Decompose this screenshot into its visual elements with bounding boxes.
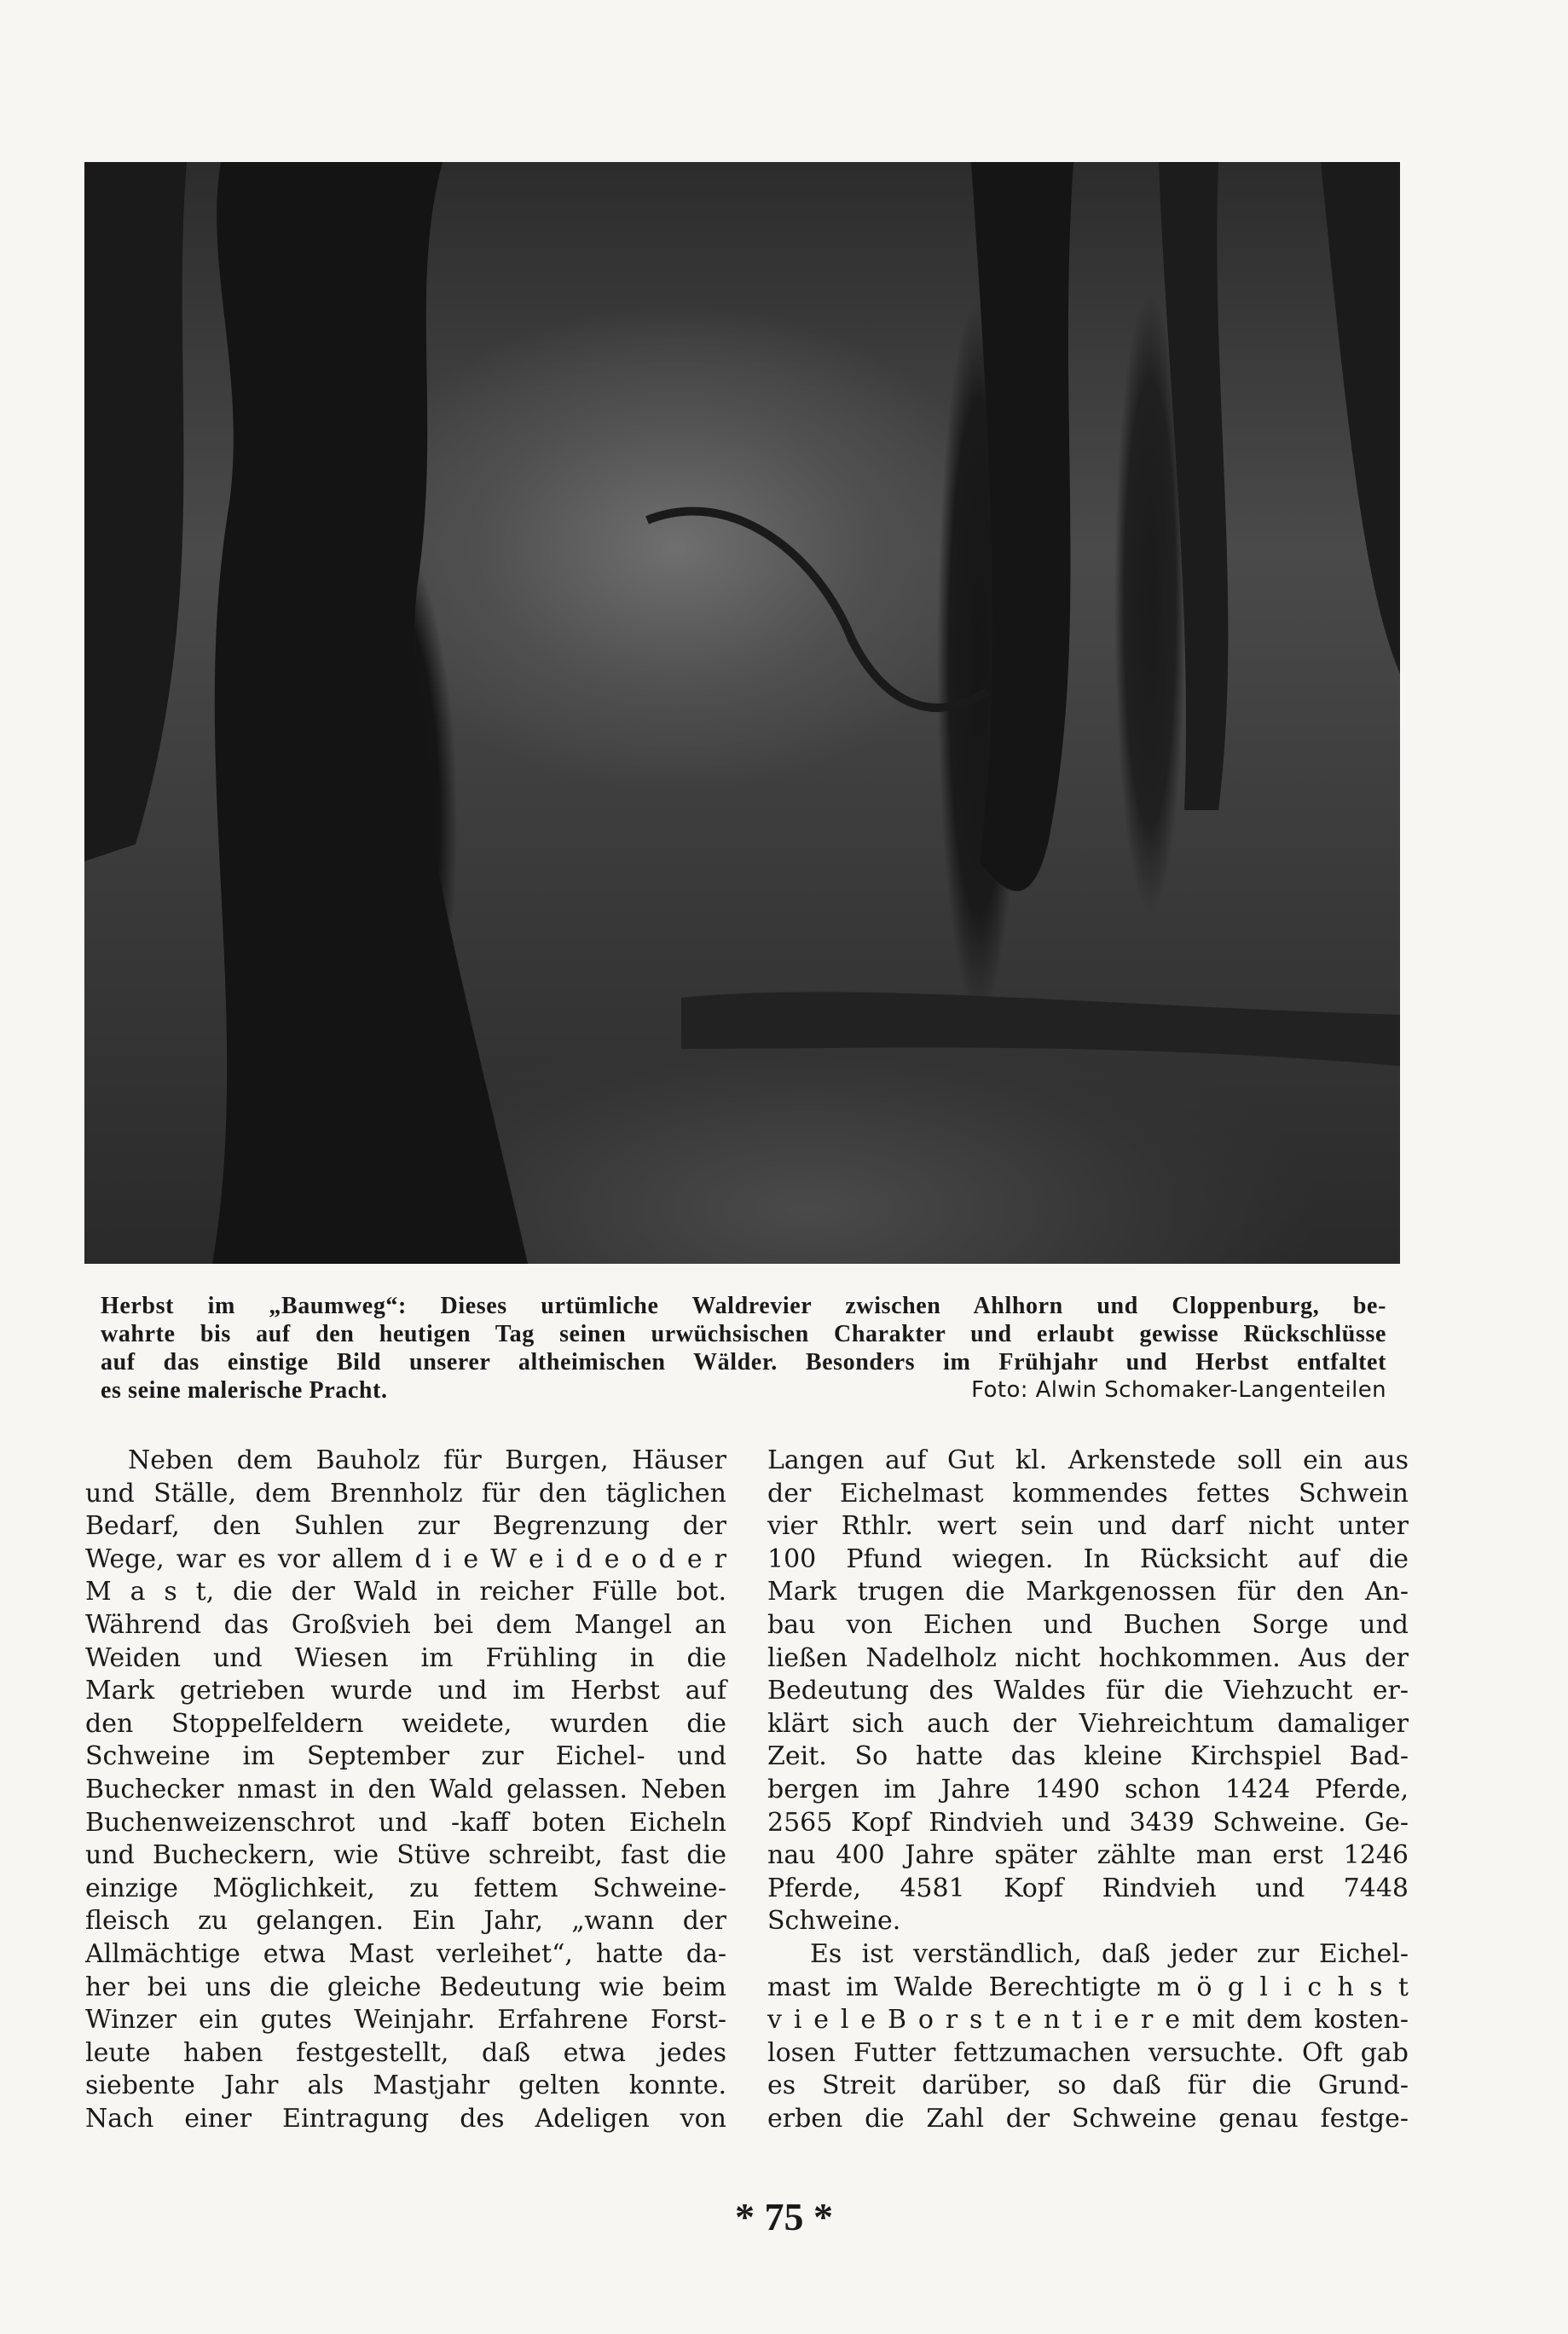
text-line: mast im Walde Berechtigte m ö g l i c h s t: [767, 1972, 1409, 2002]
text-line: v i e l e B o r s t e n t i e r e mit dem kosten-: [767, 2005, 1409, 2036]
caption-line: wahrte bis auf den heutigen Tag seinen urwüchsischen Charakter und erlaubt gewisse Rückschlüsse: [101, 1321, 1386, 1347]
caption-line: Herbst im „Baumweg“: Dieses urtümliche Waldrevier zwischen Ahlhorn und Cloppenburg, be-: [101, 1293, 1386, 1319]
text-line: vier Rthlr. wert sein und darf nicht unter: [767, 1511, 1409, 1542]
caption-line: es seine malerische Pracht.: [101, 1377, 388, 1404]
text-line: Nach einer Eintragung des Adeligen von: [85, 2103, 726, 2134]
photo-caption: [101, 1292, 1386, 1404]
text-line: Es ist verständlich, daß jeder zur Eichel-: [810, 1938, 1409, 1969]
page-number: * 75 *: [735, 2195, 833, 2238]
text-line: Buchecker nmast in den Wald gelassen. Neben: [85, 1774, 726, 1804]
text-line: einzige Möglichkeit, zu fettem Schweine-: [85, 1873, 726, 1903]
text-line: siebente Jahr als Mastjahr gelten konnte.: [85, 2070, 726, 2101]
text-line: Winzer ein gutes Weinjahr. Erfahrene Forst-: [85, 2005, 726, 2036]
caption-line: auf das einstige Bild unserer altheimischen Wälder. Besonders im Frühjahr und Herbst entfaltet: [101, 1349, 1386, 1375]
text-line: und Ställe, dem Brennholz für den täglichen: [85, 1478, 726, 1509]
tree-silhouettes: [84, 162, 1400, 1264]
text-line: Neben dem Bauholz für Burgen, Häuser: [128, 1445, 726, 1475]
text-line: her bei uns die gleiche Bedeutung wie beim: [85, 1972, 726, 2002]
text-line: Allmächtige etwa Mast verleihet“, hatte da-: [85, 1938, 726, 1969]
forest-photo: [84, 162, 1400, 1264]
text-line: den Stoppelfeldern weidete, wurden die: [85, 1708, 726, 1739]
photo-credit: Foto: Alwin Schomaker-Langenteilen: [971, 1377, 1386, 1403]
text-line: Schweine.: [767, 1906, 901, 1937]
text-line: Weiden und Wiesen im Frühling in die: [85, 1642, 726, 1673]
text-line: 2565 Kopf Rindvieh und 3439 Schweine. Ge-: [767, 1807, 1409, 1838]
text-line: Mark getrieben wurde und im Herbst auf: [85, 1676, 726, 1706]
text-line: Pferde, 4581 Kopf Rindvieh und 7448: [767, 1873, 1409, 1903]
text-line: fleisch zu gelangen. Ein Jahr, „wann der: [85, 1906, 726, 1937]
text-line: Mark trugen die Markgenossen für den An-: [767, 1577, 1409, 1607]
text-line: losen Futter fettzumachen versuchte. Oft gab: [767, 2037, 1409, 2068]
text-line: Bedarf, den Suhlen zur Begrenzung der: [85, 1511, 726, 1542]
text-line: Langen auf Gut kl. Arkenstede soll ein aus: [767, 1445, 1409, 1475]
text-line: erben die Zahl der Schweine genau festge-: [767, 2103, 1409, 2134]
text-line: der Eichelmast kommendes fettes Schwein: [767, 1478, 1409, 1509]
text-line: Wege, war es vor allem d i e W e i d e o d e r: [85, 1543, 726, 1574]
text-line: M a s t, die der Wald in reicher Fülle bot.: [85, 1577, 726, 1607]
right-column: [767, 1445, 1409, 2135]
text-line: Während das Großvieh bei dem Mangel an: [85, 1609, 726, 1640]
text-line: bau von Eichen und Buchen Sorge und: [767, 1609, 1409, 1640]
text-line: bergen im Jahre 1490 schon 1424 Pferde,: [767, 1774, 1409, 1804]
text-line: und Bucheckern, wie Stüve schreibt, fast die: [85, 1840, 726, 1871]
text-line: Buchenweizenschrot und -kaff boten Eicheln: [85, 1807, 726, 1838]
text-line: Schweine im September zur Eichel- und: [85, 1741, 726, 1772]
text-line: ließen Nadelholz nicht hochkommen. Aus der: [767, 1642, 1409, 1673]
left-column: [85, 1445, 726, 2135]
text-line: es Streit darüber, so daß für die Grund-: [767, 2070, 1409, 2101]
text-line: leute haben festgestellt, daß etwa jedes: [85, 2037, 726, 2068]
text-line: klärt sich auch der Viehreichtum damaliger: [767, 1708, 1409, 1739]
text-line: Bedeutung des Waldes für die Viehzucht er-: [767, 1676, 1409, 1706]
text-line: Zeit. So hatte das kleine Kirchspiel Bad-: [767, 1741, 1409, 1772]
text-line: nau 400 Jahre später zählte man erst 1246: [767, 1840, 1409, 1871]
text-line: 100 Pfund wiegen. In Rücksicht auf die: [767, 1543, 1409, 1574]
